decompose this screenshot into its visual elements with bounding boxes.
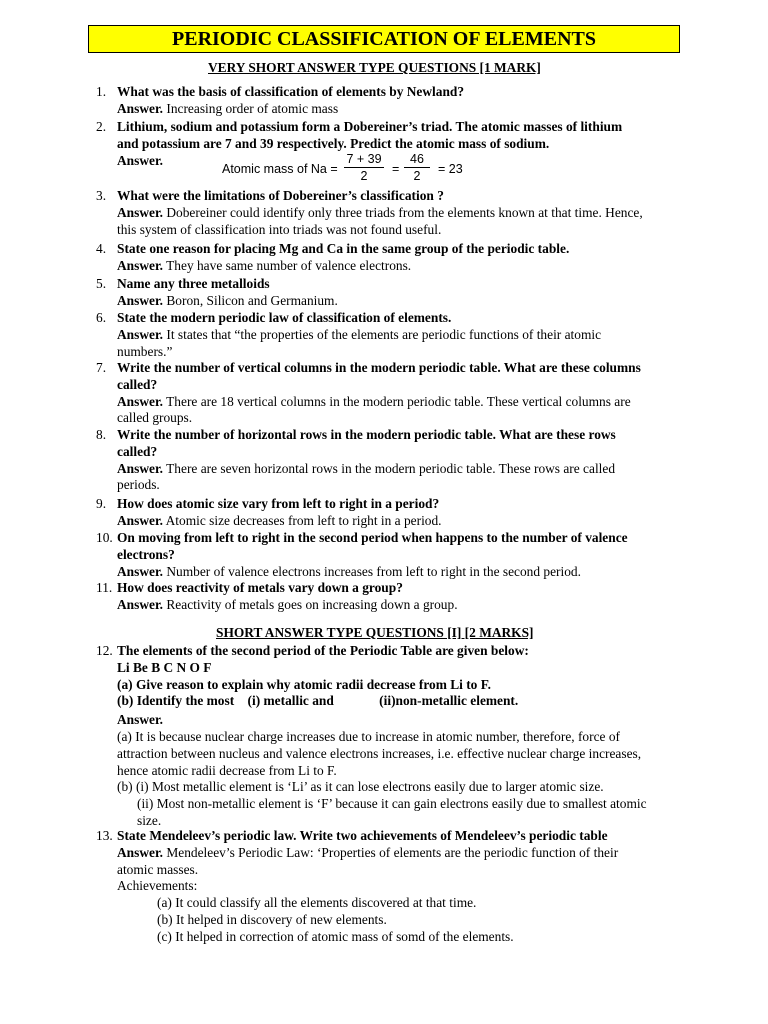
question-4: [96, 241, 696, 275]
formula-equals: =: [392, 162, 400, 176]
question-text: The elements of the second period of the Periodic Table are given below:: [117, 643, 529, 658]
question-6: 6. State the modern periodic law of classification of elements. Answer. It states that “the properties of the elements are periodic functions of their atomic numbers.”: [96, 310, 696, 360]
question-number: 11.: [96, 580, 113, 595]
question-7: 7. Write the number of vertical columns in the modern periodic table. What are these columns called? Answer. There are 18 vertical columns in the modern periodic table. These vertical columns are called groups.: [96, 360, 696, 427]
formula-result: = 23: [438, 162, 463, 176]
answer-text: Answer. Dobereiner could identify only three triads from the elements known at that time. Hence,: [117, 204, 643, 220]
question-number: 13.: [96, 828, 113, 843]
question-number: 12.: [96, 643, 113, 658]
formula-fraction-2: $\frac{46}{2}$: [404, 152, 430, 184]
question-10: 10. On moving from left to right in the second period when happens to the number of valence electrons? Answer. Number of valence electrons increases from left to right in the second period.: [96, 530, 696, 580]
question-12: 12. The elements of the second period of the Periodic Table are given below: Li Be B C N O F (a) Give reason to explain why atomic radii decrease from Li to F. (b) Identify the most (i) metallic and (ii)non-metallic element. Answer. (a) It is because nuclear charge increases due to increase in atomic number, therefore, force of attraction between nucleus and valence electrons increases, i.e. effective nuclear charge increases, hence atomic radii decrease from Li to F. (b) (i) Most metallic element is ‘Li’ as it can lose electrons easily due to larger atomic size. (ii) Most non-metallic element is ‘F’ because it can gain electrons easily due to smallest atomic size.: [96, 643, 696, 830]
question-text: Write the number of horizontal rows in the modern periodic table. What are these rows: [117, 427, 616, 442]
question-text: State Mendeleev’s periodic law. Write two achievements of Mendeleev’s periodic table: [117, 828, 608, 843]
question-number: 10.: [96, 530, 113, 545]
question-number: 6.: [96, 310, 107, 325]
question-number: 8.: [96, 427, 107, 442]
question-text: Write the number of vertical columns in the modern periodic table. What are these columns: [117, 360, 641, 375]
question-number: 4.: [96, 241, 107, 256]
question-1: [96, 84, 696, 118]
question-9: [96, 496, 696, 530]
question-text: Lithium, sodium and potassium form a Dobereiner’s triad. The atomic masses of lithium: [117, 119, 623, 134]
question-11: [96, 580, 696, 614]
answer-text: Answer. Number of valence electrons increases from left to right in the second period.: [117, 563, 581, 579]
answer-text: Answer. Increasing order of atomic mass: [117, 100, 339, 116]
question-text: Name any three metalloids: [117, 276, 270, 291]
element-list: Li Be B C N O F: [117, 659, 212, 675]
question-number: 3.: [96, 188, 107, 203]
question-text: What was the basis of classification of elements by Newland?: [117, 84, 465, 99]
question-text: How does atomic size vary from left to right in a period?: [117, 496, 440, 511]
question-text: State one reason for placing Mg and Ca in the same group of the periodic table.: [117, 241, 570, 256]
formula-label: Atomic mass of Na =: [222, 162, 338, 176]
answer-text: Answer. Mendeleev’s Periodic Law: ‘Properties of elements are the periodic function of their: [117, 844, 619, 860]
sodium-mass-formula: [222, 152, 482, 192]
answer-text: Answer. Reactivity of metals goes on increasing down a group.: [117, 596, 458, 612]
formula-fraction-1: $\frac{7 + 39}{2}$: [344, 152, 384, 184]
answer-text: Answer. They have same number of valence electrons.: [117, 257, 412, 273]
question-number: 1.: [96, 84, 107, 99]
answer-text: Answer. There are 18 vertical columns in the modern periodic table. These vertical columns are: [117, 393, 631, 409]
question-8: 8. Write the number of horizontal rows in the modern periodic table. What are these rows called? Answer. There are seven horizontal rows in the modern periodic table. These rows are called periods.: [96, 427, 696, 494]
question-number: 7.: [96, 360, 107, 375]
question-number: 2.: [96, 119, 107, 134]
question-text: and potassium are 7 and 39 respectively. Predict the atomic mass of sodium.: [117, 135, 550, 151]
question-text: State the modern periodic law of classification of elements.: [117, 310, 452, 325]
answer-text: Answer. Boron, Silicon and Germanium.: [117, 292, 338, 308]
answer-label: Answer.: [117, 152, 164, 168]
section-heading-very-short: VERY SHORT ANSWER TYPE QUESTIONS [1 MARK]: [208, 60, 541, 75]
question-number: 9.: [96, 496, 107, 511]
question-text: What were the limitations of Dobereiner’s classification ?: [117, 188, 444, 203]
section-heading-short: SHORT ANSWER TYPE QUESTIONS [I] [2 MARKS]: [216, 625, 534, 640]
page-title: PERIODIC CLASSIFICATION OF ELEMENTS: [88, 25, 680, 53]
answer-text: Answer. It states that “the properties of the elements are periodic functions of their atomic: [117, 326, 602, 342]
question-number: 5.: [96, 276, 107, 291]
answer-label: Answer.: [117, 712, 164, 728]
answer-text: Answer. Atomic size decreases from left to right in a period.: [117, 512, 442, 528]
question-text: How does reactivity of metals vary down a group?: [117, 580, 403, 595]
question-text: On moving from left to right in the second period when happens to the number of valence: [117, 530, 628, 545]
question-13: 13. State Mendeleev’s periodic law. Write two achievements of Mendeleev’s periodic table Answer. Mendeleev’s Periodic Law: ‘Properties of elements are the periodic function of their atomic masses. Achievements: (a) It could classify all the elements discovered at that time. (b) It helped in discovery of new elements. (c) It helped in correction of atomic mass of somd of the elements.: [96, 828, 696, 946]
question-5: [96, 276, 696, 310]
answer-text: Answer. There are seven horizontal rows in the modern periodic table. These rows are called: [117, 460, 616, 476]
question-3: 3. What were the limitations of Dobereiner’s classification ? Answer. Dobereiner could identify only three triads from the elements known at that time. Hence, this system of classification into triads was not found useful.: [96, 188, 696, 238]
